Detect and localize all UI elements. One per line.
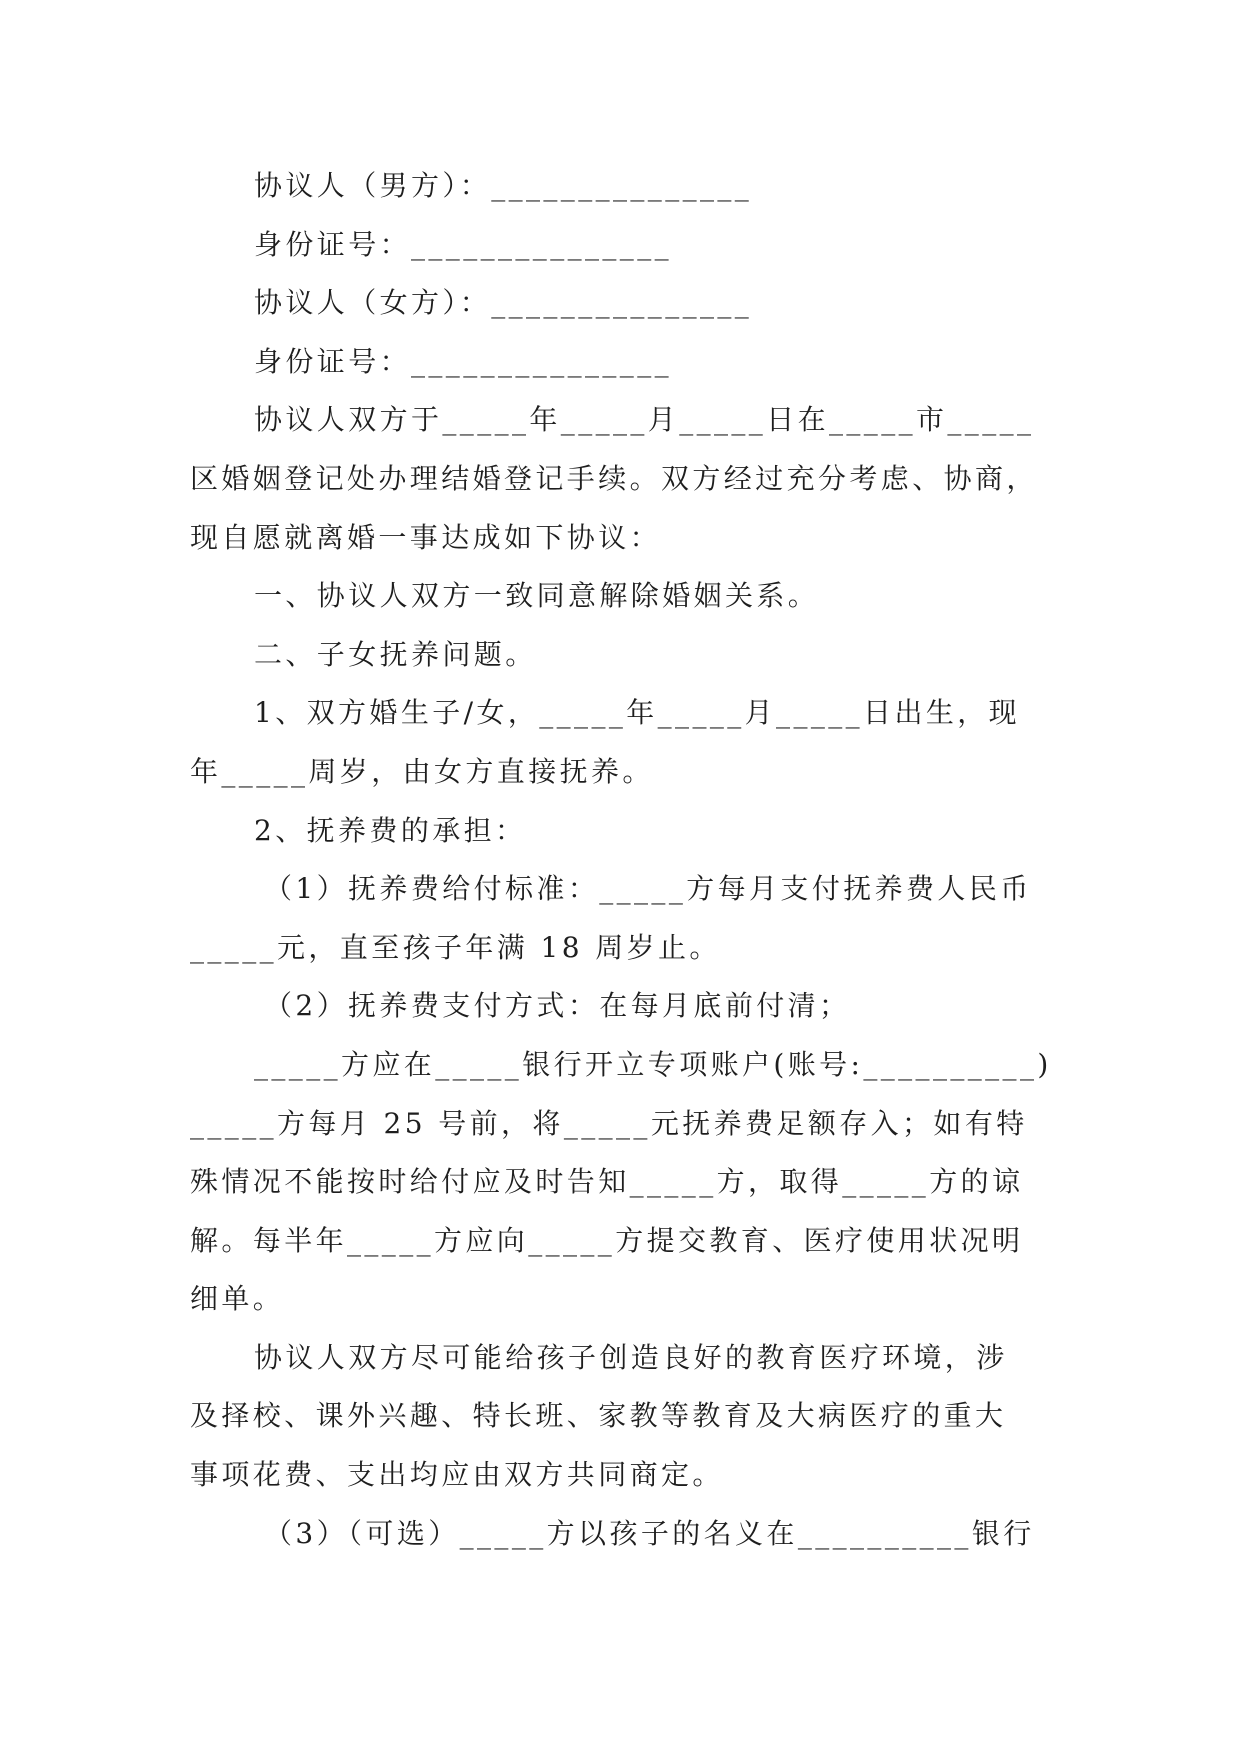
agreement-body [190, 157, 1054, 1563]
line-support-report: 解。每半年_____方应向_____方提交教育、医疗使用状况明 [190, 1223, 1024, 1257]
line-optional-account: （3）（可选）_____方以孩子的名义在__________银行 [264, 1516, 1035, 1550]
line-marriage-registration: 区婚姻登记处办理结婚登记手续。双方经过充分考虑、协商， [190, 461, 1038, 495]
line-clause-1: 一、协议人双方一致同意解除婚姻关系。 [254, 579, 820, 613]
line-party-male: 协议人（男方）：_______________ [254, 169, 753, 202]
line-support-cost: 2、抚养费的承担： [254, 813, 527, 847]
line-support-deposit: _____方每月 25 号前，将_____元抚养费足额存入；如有特 [190, 1106, 1028, 1140]
line-party-female: 协议人（女方）：_______________ [254, 286, 753, 320]
line-marriage-date: 协议人双方于_____年_____月_____日在_____市_____ [254, 403, 1035, 437]
line-agreement-intro: 现自愿就离婚一事达成如下协议： [190, 520, 662, 554]
line-id-male: 身份证号：_______________ [254, 227, 673, 261]
line-support-notice: 殊情况不能按时给付应及时告知_____方，取得_____方的谅 [190, 1165, 1024, 1199]
line-support-standard: （1）抚养费给付标准：_____方每月支付抚养费人民币 [264, 872, 1032, 906]
line-child-birth: 1、双方婚生子/女，_____年_____月_____日出生，现 [254, 696, 1021, 730]
line-support-method: （2）抚养费支付方式：在每月底前付清； [264, 989, 851, 1023]
line-support-report-end: 细单。 [190, 1282, 285, 1316]
line-support-account: _____方应在_____银行开立专项账户(账号:__________) [254, 1047, 1052, 1081]
line-environment-2: 及择校、课外兴趣、特长班、家教等教育及大病医疗的重大 [190, 1399, 1007, 1433]
line-support-until: _____元，直至孩子年满 18 周岁止。 [190, 930, 721, 964]
line-environment: 协议人双方尽可能给孩子创造良好的教育医疗环境，涉 [254, 1340, 1008, 1374]
line-environment-3: 事项花费、支出均应由双方共同商定。 [190, 1458, 724, 1492]
line-clause-2: 二、子女抚养问题。 [254, 637, 537, 671]
line-id-female: 身份证号：_______________ [254, 344, 673, 378]
line-child-age: 年_____周岁，由女方直接抚养。 [190, 754, 654, 788]
